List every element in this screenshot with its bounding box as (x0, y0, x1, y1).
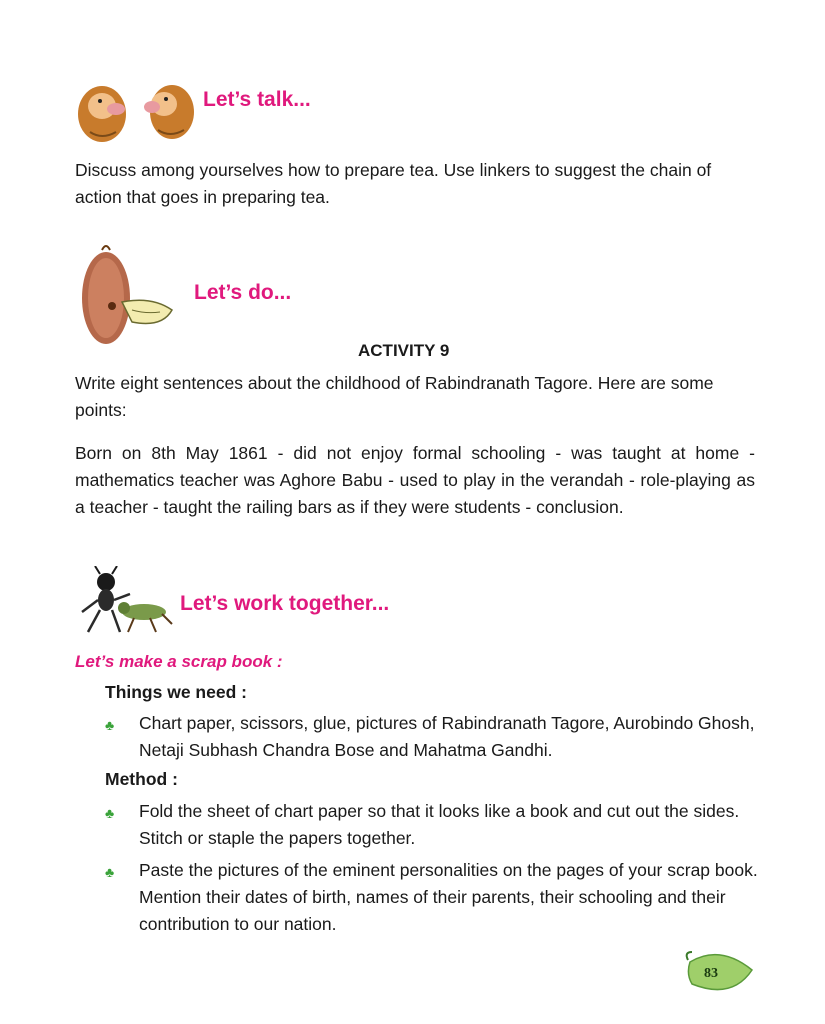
monkey-left-icon (78, 86, 126, 142)
club-bullet-icon: ♣ (105, 717, 115, 733)
things-we-need-label: Things we need : (105, 682, 247, 702)
peanut-character-illustration (72, 240, 187, 360)
club-bullet-icon: ♣ (105, 805, 115, 821)
lets-talk-heading: Let’s talk... (203, 88, 311, 111)
list-item (105, 710, 760, 764)
page-number: 83 (704, 966, 718, 981)
lets-do-heading: Let’s do... (194, 281, 292, 304)
method-label: Method : (105, 769, 178, 789)
activity-points: Born on 8th May 1861 - did not enjoy formal schooling - was taught at home - mathematics teacher was Aghore Babu - used to play in the verandah - role-playing as a teacher - taught the railing bars as if they were students - conclusion. (75, 443, 755, 517)
activity-instruction: Write eight sentences about the childhood of Rabindranath Tagore. Here are some points: (75, 373, 714, 420)
list-item (105, 857, 760, 938)
list-item-text: Chart paper, scissors, glue, pictures of Rabindranath Tagore, Aurobindo Ghosh, Netaji Subhash Chandra Bose and Mahatma Gandhi. (139, 713, 755, 760)
leaf-icon (680, 950, 760, 994)
page-number-badge (680, 950, 760, 994)
activity-title: ACTIVITY 9 (358, 341, 450, 360)
club-bullet-icon: ♣ (105, 864, 115, 880)
ants-working-illustration (72, 566, 177, 638)
monkey-right-icon (144, 85, 194, 139)
monkeys-talking-illustration (72, 74, 202, 149)
list-item-text: Fold the sheet of chart paper so that it looks like a book and cut out the sides. Stitch or staple the papers together. (139, 801, 740, 848)
talk-paragraph: Discuss among yourselves how to prepare tea. Use linkers to suggest the chain of action that goes in preparing tea. (75, 160, 712, 207)
scrapbook-subheading: Let’s make a scrap book : (75, 652, 283, 671)
list-item-text: Paste the pictures of the eminent personalities on the pages of your scrap book. Mention their dates of birth, names of their parents, their schooling and their contribution to our nation. (139, 860, 758, 934)
list-item (105, 798, 760, 852)
lets-work-heading: Let’s work together... (180, 592, 390, 615)
